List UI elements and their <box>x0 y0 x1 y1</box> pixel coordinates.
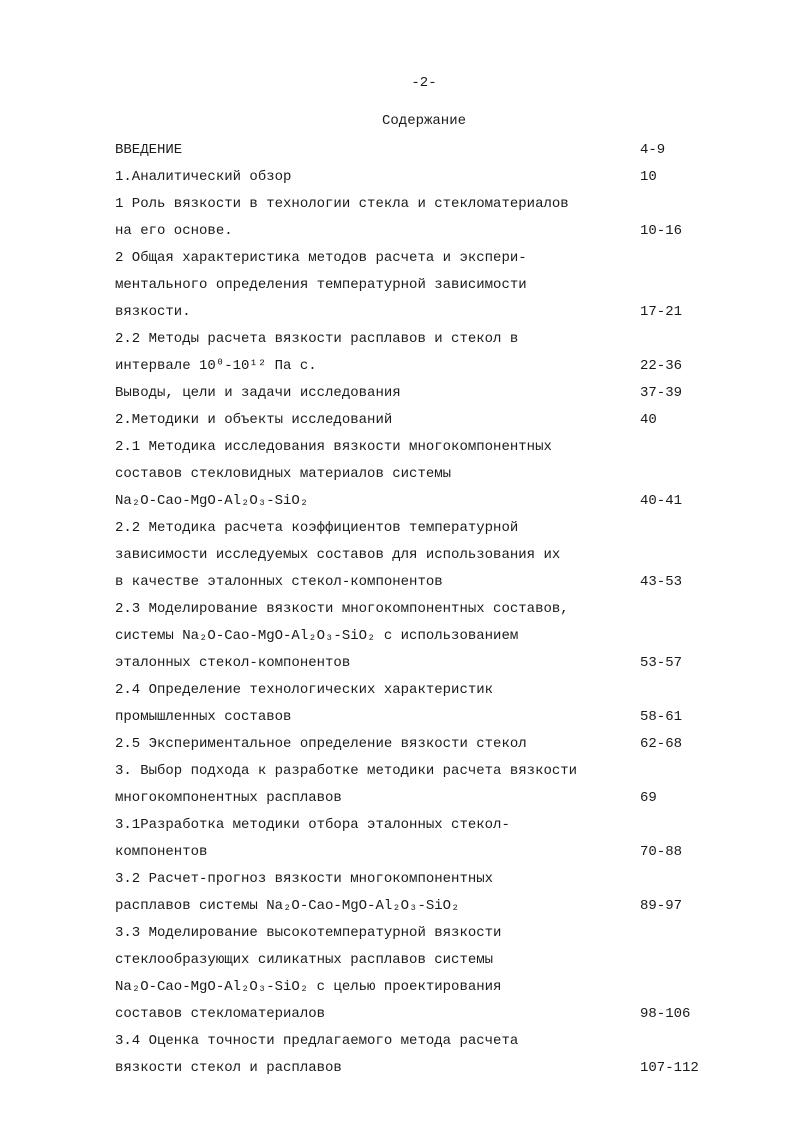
toc-entry-text: 2.5 Экспериментальное определение вязкости стекол <box>115 736 527 752</box>
toc-entry-page: 37-39 <box>640 385 683 401</box>
toc-entry-page: 43-53 <box>640 574 683 590</box>
toc-entry-text: 2.2 Методика расчета коэффициентов температурной <box>115 520 519 536</box>
toc-entry-text: составов стекловидных материалов системы <box>115 466 452 482</box>
toc-entry-text: 2.4 Определение технологических характеристик <box>115 682 494 698</box>
toc-entry-page: 4-9 <box>640 142 666 158</box>
toc-entry-text: 2.3 Моделирование вязкости многокомпонентных составов, <box>115 601 569 617</box>
toc-entry-text: 3.3 Моделирование высокотемпературной вязкости <box>115 925 502 941</box>
toc-entry-text: ментального определения температурной зависимости <box>115 277 527 293</box>
toc-entry-page: 89-97 <box>640 898 683 914</box>
toc-entry-page: 22-36 <box>640 358 683 374</box>
toc-entry-text: 2.2 Методы расчета вязкости расплавов и стекол в <box>115 331 519 347</box>
toc-entry-page: 40 <box>640 412 657 428</box>
toc-entry-page: 53-57 <box>640 655 683 671</box>
page-title: Содержание <box>381 113 466 129</box>
toc-entry-text: 3.1Разработка методики отбора эталонных стекол- <box>115 817 510 833</box>
toc-entry-text: на его основе. <box>115 223 233 239</box>
toc-entry-page: 58-61 <box>640 709 683 725</box>
toc-entry-page: 62-68 <box>640 736 683 752</box>
toc-entry-text: 3. Выбор подхода к разработке методики расчета вязкости <box>115 763 578 779</box>
toc-entry-text: 2.Методики и объекты исследований <box>115 412 393 428</box>
toc-entry-text: 1 Роль вязкости в технологии стекла и стекломатериалов <box>115 196 569 212</box>
toc-entry-text: расплавов системы Na₂O-Cao-MgO-Al₂O₃-SiO₂ <box>115 898 460 914</box>
toc-entry-page: 107-112 <box>640 1060 699 1076</box>
toc-entry-text: системы Na₂O-Cao-MgO-Al₂O₃-SiO₂ с использованием <box>115 628 519 644</box>
toc-entry-text: в качестве эталонных стекол-компонентов <box>115 574 443 590</box>
toc-entry-text: 1.Аналитический обзор <box>115 169 292 185</box>
toc-entry-text: вязкости стекол и расплавов <box>115 1060 342 1076</box>
toc-entry-page: 69 <box>640 790 657 806</box>
toc-entry-text: эталонных стекол-компонентов <box>115 655 351 671</box>
toc-entry-page: 98-106 <box>640 1006 691 1022</box>
toc-entry-text: ВВЕДЕНИЕ <box>115 142 183 158</box>
toc-entry-text: Na₂O-Cao-MgO-Al₂O₃-SiO₂ с целью проектирования <box>115 979 502 995</box>
toc-entry-page: 40-41 <box>640 493 683 509</box>
page-number: -2- <box>411 75 437 91</box>
toc-entry-text: интервале 10⁰-10¹² Па с. <box>115 358 317 374</box>
toc-entry-page: 10-16 <box>640 223 683 239</box>
toc-entry-text: компонентов <box>115 844 208 860</box>
toc-entry-text: промышленных составов <box>115 709 292 725</box>
toc-entry-page: 17-21 <box>640 304 683 320</box>
toc-entry-text: Na₂O-Cao-MgO-Al₂O₃-SiO₂ <box>115 493 309 509</box>
toc-entry-text: 2 Общая характеристика методов расчета и экспери- <box>115 250 527 266</box>
toc-entry-text: Выводы, цели и задачи исследования <box>115 385 401 401</box>
toc-entry-page: 70-88 <box>640 844 683 860</box>
toc-entry-text: 2.1 Методика исследования вязкости многокомпонентных <box>115 439 552 455</box>
toc-entry-page: 10 <box>640 169 657 185</box>
toc-entry-text: 3.4 Оценка точности предлагаемого метода расчета <box>115 1033 519 1049</box>
toc-entry-text: зависимости исследуемых составов для использования их <box>115 547 561 563</box>
toc-entry-text: многокомпонентных расплавов <box>115 790 342 806</box>
toc-entry-text: 3.2 Расчет-прогноз вязкости многокомпонентных <box>115 871 494 887</box>
toc-entry-text: вязкости. <box>115 304 191 320</box>
toc-entry-text: стеклообразующих силикатных расплавов системы <box>115 952 494 968</box>
toc-entry-text: составов стекломатериалов <box>115 1006 326 1022</box>
